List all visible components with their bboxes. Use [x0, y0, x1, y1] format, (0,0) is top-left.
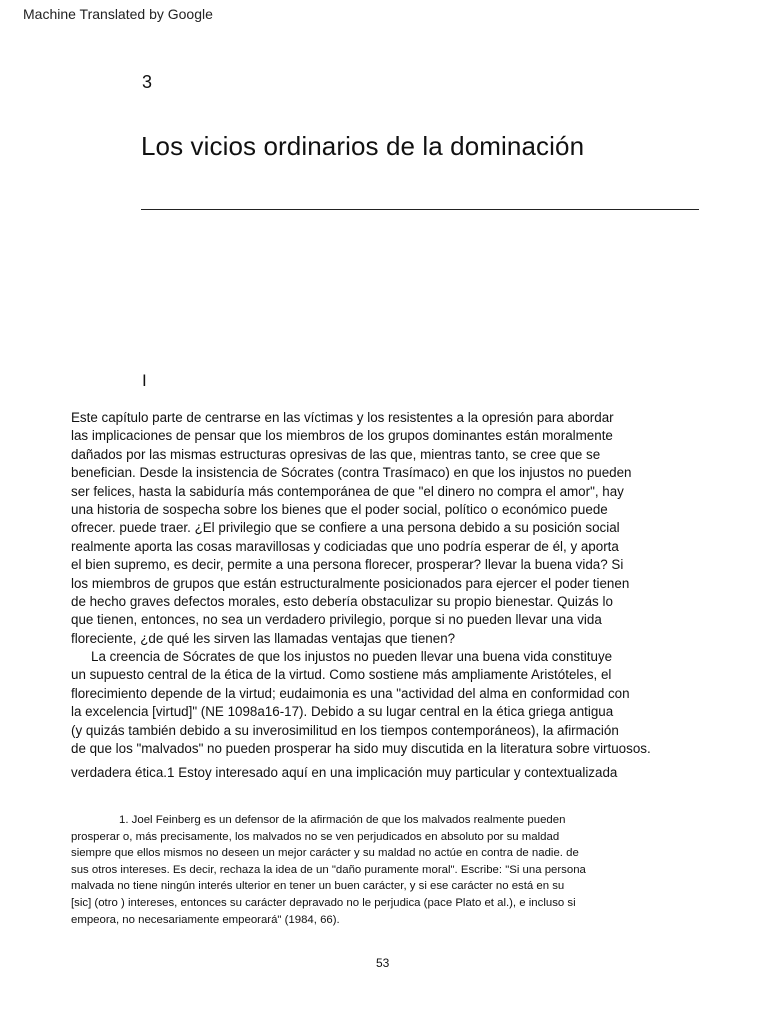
- footnote-line: 1. Joel Feinberg es un defensor de la afirmación de que los malvados realmente pueden: [119, 814, 566, 826]
- footnote-line: siempre que ellos mismos no deseen un mejor carácter y su maldad no actúe en contra de nadie. de: [71, 847, 579, 860]
- footnote-line: malvada no tiene ningún interés ulterior en tener un buen carácter, y si ese carácter no está en su: [71, 880, 565, 893]
- title-divider: [141, 209, 699, 210]
- body-line: La creencia de Sócrates de que los injustos no pueden llevar una buena vida constituye: [91, 649, 613, 665]
- body-line: que tienen, entonces, no sea un verdadero privilegio, porque si no pueden llevar una vida: [71, 612, 602, 628]
- body-line: floreciente, ¿de qué les sirven las llamadas ventajas que tienen?: [71, 630, 456, 646]
- translation-banner: Machine Translated by Google: [23, 6, 213, 22]
- chapter-number: 3: [142, 72, 153, 92]
- body-line: benefician. Desde la insistencia de Sócrates (contra Trasímaco) en que los injustos no pueden: [71, 465, 632, 481]
- body-line: (y quizás también debido a su inverosimilitud en los tiempos contemporáneos), la afirmación: [71, 722, 619, 738]
- body-line: ofrecer. puede traer. ¿El privilegio que se confiere a una persona debido a su posición social: [71, 520, 620, 536]
- body-line: la excelencia [virtud]" (NE 1098a16-17). Debido a su lugar central en la ética griega antigua: [71, 704, 614, 720]
- footnote-line: prosperar o, más precisamente, los malvados no se ven perjudicados en absoluto por su maldad: [71, 830, 560, 843]
- footnote-line: empeora, no necesariamente empeorará" (1984, 66).: [71, 913, 340, 926]
- body-text: [71, 409, 731, 783]
- section-marker: I: [142, 371, 147, 390]
- body-line: los miembros de grupos que están estructuralmente posicionados para ejercer el poder tienen: [71, 575, 630, 591]
- body-line: el bien supremo, es decir, permite a una persona florecer, prosperar? llevar la buena vida? Si: [71, 557, 624, 573]
- body-line: verdadera ética.1 Estoy interesado aquí en una implicación muy particular y contextualizada: [71, 765, 618, 781]
- body-line: florecimiento depende de la virtud; eudaimonia es una "actividad del alma en conformidad con: [71, 685, 630, 701]
- body-line: Este capítulo parte de centrarse en las víctimas y los resistentes a la opresión para abordar: [71, 410, 614, 425]
- footnote-line: sus otros intereses. Es decir, rechaza la idea de un "daño puramente moral". Escribe: "Si una persona: [71, 863, 586, 876]
- body-line: de hecho graves defectos morales, esto debería obstaculizar su propio bienestar. Quizás lo: [71, 593, 613, 609]
- body-line: de que los "malvados" no pueden prosperar ha sido muy discutida en la literatura sobre virtuosos.: [71, 741, 651, 757]
- body-line: ser felices, hasta la sabiduría más contemporánea de que "el dinero no compra el amor", hay: [71, 483, 624, 499]
- body-line: un supuesto central de la ética de la virtud. Como sostiene más ampliamente Aristóteles, el: [71, 667, 612, 683]
- footnote: [71, 812, 731, 928]
- page-number: 53: [376, 956, 390, 970]
- footnote-line: [sic] (otro ) intereses, entonces su carácter depravado no le perjudica (pace Plato et al.), e incluso si: [71, 896, 576, 909]
- body-line: las implicaciones de pensar que los miembros de los grupos dominantes están moralmente: [71, 428, 613, 444]
- chapter-title: Los vicios ordinarios de la dominación: [141, 131, 585, 161]
- body-line: realmente aporta las cosas maravillosas y codiciadas que uno podría esperar de él, y aporta: [71, 538, 619, 554]
- body-line: una historia de sospecha sobre los bienes que el poder social, político o económico puede: [71, 501, 608, 517]
- body-line: dañados por las mismas estructuras opresivas de las que, mientras tanto, se cree que se: [71, 446, 601, 462]
